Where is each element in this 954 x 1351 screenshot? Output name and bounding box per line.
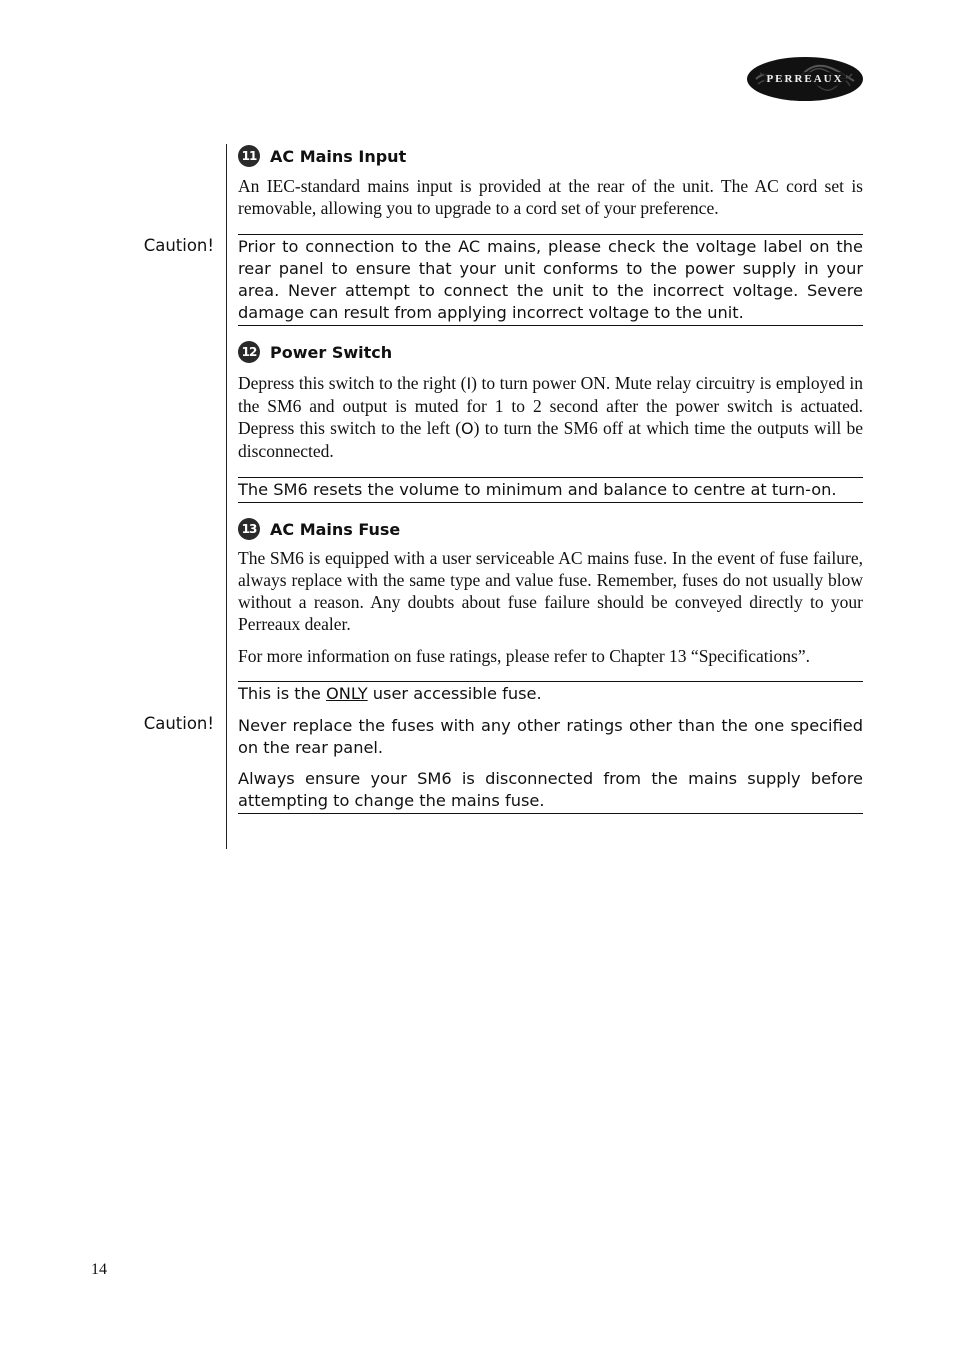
note-text-part: user accessible fuse.	[367, 684, 542, 703]
caution-note-text: Prior to connection to the AC mains, please check the voltage label on the rear panel to ensure that your unit conforms to the power supply in your area. Never attempt to connect the unit to the incorrect voltage. Severe damage can result from applying incorrect voltage to the unit.	[238, 237, 863, 322]
section-body: For more information on fuse ratings, please refer to Chapter 13 “Specifications”.	[238, 646, 810, 666]
power-on-symbol: I	[466, 374, 472, 393]
section-body	[238, 372, 863, 462]
caution-note	[238, 681, 863, 814]
caution-label: Caution!	[143, 714, 214, 733]
section-title: AC Mains Fuse	[270, 519, 401, 539]
body-text-part: ) to turn power ON. Mute relay circuitry is employed in the SM6 and output is muted for 1 to 2 second after the power switch is actuated. Depress this switch to the left (	[238, 373, 864, 438]
note-text-part: This is the	[238, 684, 327, 703]
body-text-part: Depress this switch to the right (	[238, 373, 467, 393]
body-text-part: ) to turn the SM6 off at which time the outputs will be disconnected.	[238, 418, 864, 461]
caution-note-text: Never replace the fuses with any other ratings other than the one specified on the rear panel.	[238, 716, 863, 757]
section-heading	[238, 516, 863, 542]
section-number-badge: 13	[238, 518, 260, 540]
section-heading	[238, 339, 863, 365]
section-body: An IEC-standard mains input is provided at the rear of the unit. The AC cord set is removable, allowing you to upgrade to a cord set of your preference.	[238, 176, 863, 218]
info-note-text: The SM6 resets the volume to minimum and balance to centre at turn-on.	[238, 480, 837, 499]
manual-content	[238, 143, 863, 814]
section-title: AC Mains Input	[270, 146, 407, 166]
section-number-badge: 12	[238, 341, 260, 363]
emphasis-text: ONLY	[326, 684, 368, 703]
section-number-badge: 11	[238, 145, 260, 167]
caution-label: Caution!	[143, 236, 214, 255]
section-body: The SM6 is equipped with a user serviceable AC mains fuse. In the event of fuse failure, always replace with the same type and value fuse. Remember, fuses do not usually blow without a reason. Any doubts about fuse failure should be conveyed directly to your Perreaux dealer.	[238, 548, 863, 634]
caution-note-text	[238, 683, 863, 705]
page-number: 14	[91, 1261, 107, 1278]
caution-note	[238, 234, 863, 326]
info-note	[238, 477, 863, 503]
power-off-symbol: O	[461, 419, 474, 438]
section-title: Power Switch	[270, 342, 393, 362]
section-heading	[238, 143, 863, 169]
logo-text: PERREAUX	[766, 73, 844, 85]
perreaux-logo	[746, 56, 864, 102]
caution-note-text: Always ensure your SM6 is disconnected from the mains supply before attempting to change the mains fuse.	[238, 769, 863, 810]
margin-rule	[226, 144, 227, 849]
